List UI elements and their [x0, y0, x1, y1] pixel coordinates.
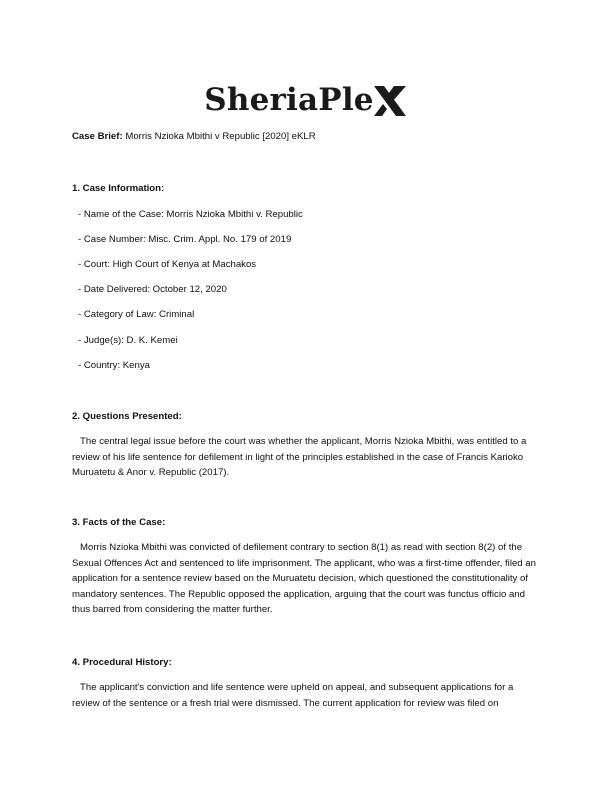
facts-paragraph: Morris Nzioka Mbithi was convicted of defilement contrary to section 8(1) as read with section 8(2) of the Sexual Offences Act and sentenced to life imprisonment. The applicant, who was a first-time offender, filed an application for a sentence review based on the Muruatetu decision, which questioned the constitutionality of mandatory sentences. The Republic opposed the application, arguing that the court was functus officio and thus barred from considering the matter further.: [72, 542, 536, 616]
section-heading-facts: 3. Facts of the Case:: [72, 517, 166, 528]
case-info-court: - Court: High Court of Kenya at Machakos: [78, 259, 257, 270]
case-info-number: - Case Number: Misc. Crim. Appl. No. 179 of 2019: [78, 234, 292, 245]
case-info-category: - Category of Law: Criminal: [78, 309, 195, 320]
section-heading-case-information: 1. Case Information:: [72, 183, 165, 194]
case-brief-title: Morris Nzioka Mbithi v Republic [2020] eKLR: [125, 131, 316, 142]
logo-text: SheriaPle: [204, 82, 374, 118]
case-info-country: - Country: Kenya: [78, 360, 150, 371]
case-info-name: - Name of the Case: Morris Nzioka Mbithi v. Republic: [78, 209, 303, 220]
logo-x-icon: [372, 84, 408, 118]
sheriaplex-logo: [0, 74, 612, 126]
procedural-history-paragraph: The applicant's conviction and life sentence were upheld on appeal, and subsequent applications for a review of the sentence or a fresh trial were dismissed. The current application for review was filed on: [72, 682, 514, 709]
case-info-date: - Date Delivered: October 12, 2020: [78, 284, 227, 295]
case-brief-line: [72, 131, 316, 142]
section-heading-questions: 2. Questions Presented:: [72, 411, 182, 422]
case-brief-label: Case Brief:: [72, 131, 123, 142]
logo-wrap: [204, 82, 407, 118]
case-info-judges: - Judge(s): D. K. Kemei: [78, 335, 178, 346]
section-heading-procedural-history: 4. Procedural History:: [72, 657, 172, 668]
questions-paragraph: The central legal issue before the court was whether the applicant, Morris Nzioka Mbithi, was entitled to a review of his life sentence for defilement in light of the principles established in the case of Francis Karioko Muruatetu & Anor v. Republic (2017).: [72, 436, 527, 479]
